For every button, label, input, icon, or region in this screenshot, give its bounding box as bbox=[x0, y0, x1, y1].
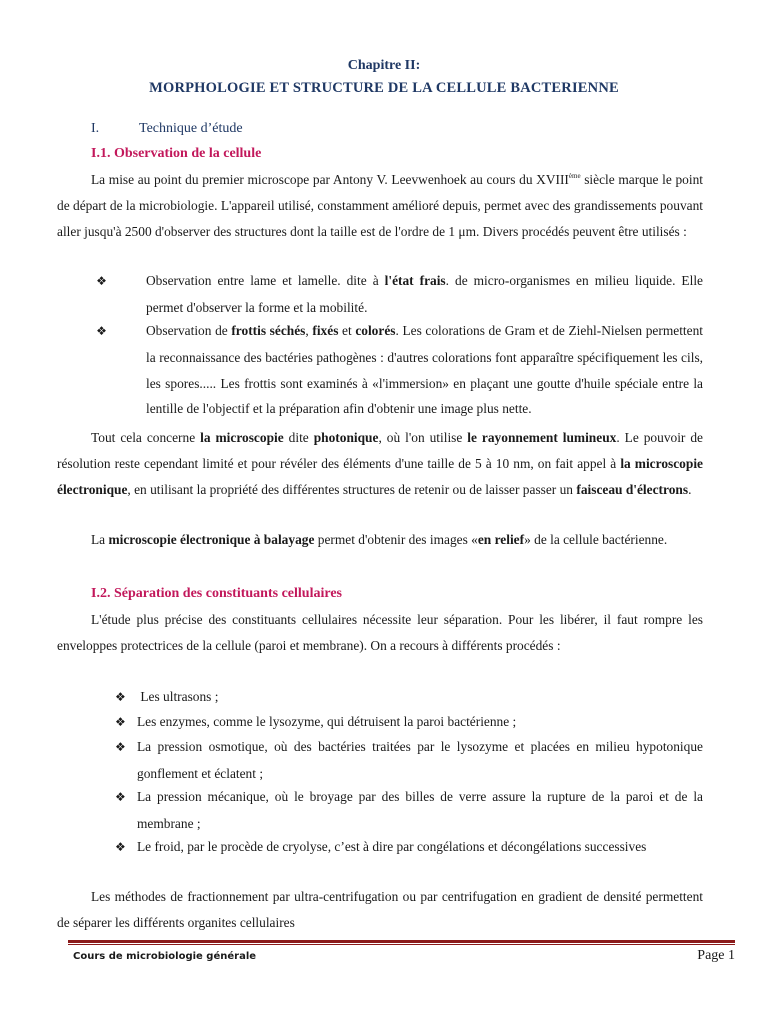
bold-text: fixés bbox=[312, 323, 339, 338]
paragraph-separation: L'étude plus précise des constituants cellulaires nécessite leur séparation. Pour les libérer, il faut rompre les enveloppes protectrices de la cellule (paroi et membrane). On a recours à différents procédés : bbox=[57, 612, 703, 653]
footer-divider-thin bbox=[68, 944, 735, 945]
list-item bbox=[115, 684, 703, 711]
diamond-bullet-icon: ❖ bbox=[96, 324, 107, 338]
footer-course-title: Cours de microbiologie générale bbox=[73, 951, 257, 962]
text: dite bbox=[283, 430, 314, 445]
section-heading bbox=[91, 121, 243, 137]
diamond-bullet-icon: ❖ bbox=[115, 690, 126, 704]
bold-text: la microscopie bbox=[200, 430, 284, 445]
chapter-title: MORPHOLOGIE ET STRUCTURE DE LA CELLULE BACTERIENNE bbox=[149, 80, 619, 96]
superscript: ème bbox=[568, 172, 581, 180]
bullet-etat-frais bbox=[57, 268, 703, 321]
text: Observation de bbox=[146, 323, 232, 338]
text: siècle marque le point de départ de la microbiologie. L'appareil utilisé, constamment amélioré depuis, permet avec des grandissements pouvant aller jusqu'à 2500 d'observer des structures dont la taille est de l'ordre de 1 μm. Divers procédés peuvent être utilisés : bbox=[57, 172, 703, 239]
diamond-bullet-icon: ❖ bbox=[96, 274, 107, 288]
bold-text: frottis séchés bbox=[231, 323, 306, 338]
text: Tout cela concerne bbox=[91, 430, 201, 445]
section-number: I. bbox=[91, 121, 100, 136]
text: Observation entre lame et lamelle. dite à bbox=[146, 273, 385, 288]
list-item bbox=[115, 734, 703, 787]
section-title: Technique d’étude bbox=[139, 121, 243, 136]
chapter-number: Chapitre II: bbox=[347, 58, 421, 73]
page-number: Page 1 bbox=[697, 948, 735, 963]
text: Les enzymes, comme le lysozyme, qui détruisent la paroi bactérienne ; bbox=[137, 714, 517, 729]
text: permet d'obtenir des images « bbox=[314, 532, 478, 547]
bold-text: microscopie électronique à balayage bbox=[108, 532, 315, 547]
list-item bbox=[115, 784, 703, 837]
paragraph-microscopy bbox=[57, 425, 703, 502]
bold-text: l'état frais bbox=[384, 273, 446, 288]
diamond-bullet-icon: ❖ bbox=[115, 740, 126, 754]
diamond-bullet-icon: ❖ bbox=[115, 715, 126, 729]
paragraph-intro bbox=[57, 167, 703, 244]
text: . de micro-organismes en milieu liquide. Elle permet d'observer la forme et la mobilité. bbox=[146, 273, 703, 315]
text: . bbox=[688, 481, 692, 497]
bold-text: en relief bbox=[477, 532, 525, 547]
footer-divider bbox=[68, 940, 735, 943]
subsection-heading-2: I.2. Séparation des constituants cellulaires bbox=[91, 586, 342, 601]
bold-text: photonique bbox=[313, 430, 379, 445]
text: Les ultrasons ; bbox=[137, 689, 219, 704]
text: , en utilisant la propriété des différentes structures de retenir ou de laisser passer un bbox=[127, 481, 577, 497]
diamond-bullet-icon: ❖ bbox=[115, 840, 126, 854]
text: Le froid, par le procède de cryolyse, c’est à dire par congélations et décongélations successives bbox=[137, 839, 647, 854]
text: » de la cellule bactérienne. bbox=[524, 532, 668, 547]
text: . Les colorations de Gram et de Ziehl-Nielsen permettent la reconnaissance des bactéries pathogènes : d'autres colorations font apparaître spécifiquement les cils, les spores..... Les frottis sont examinés à «l'immersion» en plaçant une goutte d'huile spéciale entre la lentille de l'objectif et la préparation afin d'obtenir une image plus nette. bbox=[146, 323, 703, 417]
text: La bbox=[91, 532, 109, 547]
text: . Le pouvoir de résolution reste cependant limité et pour révéler des éléments d'une taille de 5 à 10 nm, on fait appel à bbox=[57, 430, 703, 471]
diamond-bullet-icon: ❖ bbox=[115, 790, 126, 804]
list-item bbox=[115, 834, 703, 861]
bold-text: faisceau d'électrons bbox=[576, 481, 689, 497]
text: La pression mécanique, où le broyage par des billes de verre assure la rupture de la paroi et de la membrane ; bbox=[137, 789, 703, 831]
bullet-frottis bbox=[57, 318, 703, 422]
list-item bbox=[115, 709, 703, 736]
text: et bbox=[338, 323, 356, 338]
bold-text: la microscopie électronique bbox=[57, 455, 703, 497]
paragraph-balayage bbox=[57, 527, 703, 553]
bold-text: le rayonnement lumineux bbox=[467, 430, 617, 445]
text: La mise au point du premier microscope par Antony V. Leevwenhoek au cours du XVIII bbox=[91, 172, 569, 187]
text: , où l'on utilise bbox=[378, 430, 468, 445]
text: La pression osmotique, où des bactéries traitées par le lysozyme et placées en milieu hypotonique gonflement et éclatent ; bbox=[137, 739, 703, 781]
bold-text: colorés bbox=[355, 323, 396, 338]
subsection-heading-1: I.1. Observation de la cellule bbox=[91, 146, 262, 161]
text: , bbox=[305, 323, 313, 338]
paragraph-fractionnement: Les méthodes de fractionnement par ultra-centrifugation ou par centrifugation en gradient de densité permettent de séparer les différents organites cellulaires bbox=[57, 889, 703, 930]
